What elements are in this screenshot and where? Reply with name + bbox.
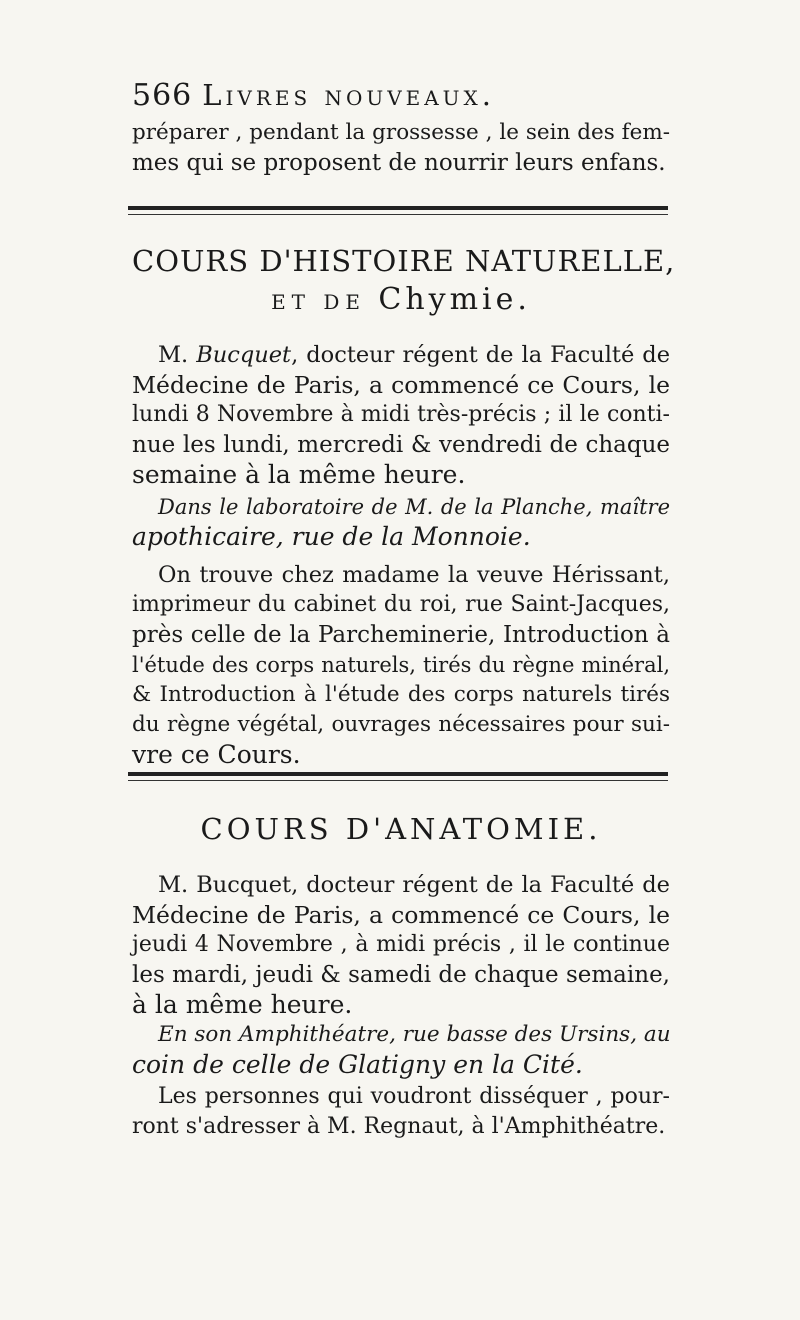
text-line: On trouve chez madame la veuve Hérissant, bbox=[158, 562, 670, 588]
text-line: à la même heure. bbox=[132, 990, 353, 1019]
text-line: Médecine de Paris, a commencé ce Cours, le bbox=[132, 901, 670, 929]
text-line: préparer , pendant la grossesse , le sein des fem- bbox=[132, 120, 670, 145]
running-head bbox=[132, 78, 670, 113]
text-line: M. Bucquet, docteur régent de la Faculté de bbox=[158, 872, 670, 898]
text-line: imprimeur du cabinet du roi, rue Saint-Jacques, bbox=[132, 592, 670, 617]
text-line: semaine à la même heure. bbox=[132, 460, 466, 489]
section-divider bbox=[128, 206, 668, 215]
name-bucquet: Bucquet bbox=[196, 342, 292, 368]
text-line: du règne végétal, ouvrages nécessaires pour sui- bbox=[132, 712, 670, 737]
text-line: les mardi, jeudi & samedi de chaque semaine, bbox=[132, 962, 670, 988]
running-title: Livres nouveaux. bbox=[202, 78, 495, 112]
text-line: vre ce Cours. bbox=[132, 740, 301, 769]
text-line: M. Bucquet, docteur régent de la Faculté de bbox=[158, 342, 671, 368]
text-line: En son Amphithéatre, rue basse des Ursins, au bbox=[158, 1022, 671, 1047]
text-line: & Introduction à l'étude des corps naturels tirés bbox=[132, 682, 670, 707]
text-line: apothicaire, rue de la Monnoie. bbox=[132, 522, 531, 551]
anatomy-paragraph bbox=[132, 870, 670, 1020]
text-line: ront s'adresser à M. Regnaut, à l'Amphithéatre. bbox=[132, 1114, 666, 1139]
natural-history-location bbox=[132, 492, 670, 552]
text-line: jeudi 4 Novembre , à midi précis , il le continue bbox=[132, 932, 670, 957]
herissant-paragraph bbox=[132, 560, 670, 770]
text-line: coin de celle de Glatigny en la Cité. bbox=[132, 1050, 583, 1079]
text-line: nue les lundi, mercredi & vendredi de chaque bbox=[132, 432, 670, 458]
section-heading-natural-history: COURS D'HISTOIRE NATURELLE, bbox=[132, 244, 676, 278]
page-number: 566 bbox=[132, 78, 193, 113]
subheading-prefix: ET DE bbox=[271, 290, 366, 314]
text-line: l'étude des corps naturels, tirés du règne minéral, bbox=[132, 653, 670, 677]
section-divider bbox=[128, 772, 668, 781]
text-line: lundi 8 Novembre à midi très-précis ; il le conti- bbox=[132, 402, 670, 427]
anatomy-location bbox=[132, 1020, 670, 1080]
section-subheading-chymie bbox=[132, 282, 670, 317]
text-line: Dans le laboratoire de M. de la Planche, maître bbox=[158, 495, 670, 519]
section-heading-anatomy: COURS D'ANATOMIE. bbox=[200, 812, 602, 846]
text-line: Médecine de Paris, a commencé ce Cours, le bbox=[132, 371, 670, 399]
text-line: près celle de la Parcheminerie, Introduction à bbox=[132, 622, 670, 648]
subheading-chymie: Chymie. bbox=[378, 282, 531, 317]
dissection-paragraph bbox=[132, 1082, 670, 1142]
natural-history-paragraph bbox=[132, 340, 670, 490]
continuation-paragraph bbox=[132, 118, 670, 178]
text-line: Les personnes qui voudront disséquer , pour- bbox=[158, 1084, 670, 1109]
text-line: mes qui se proposent de nourrir leurs enfans. bbox=[132, 150, 666, 176]
